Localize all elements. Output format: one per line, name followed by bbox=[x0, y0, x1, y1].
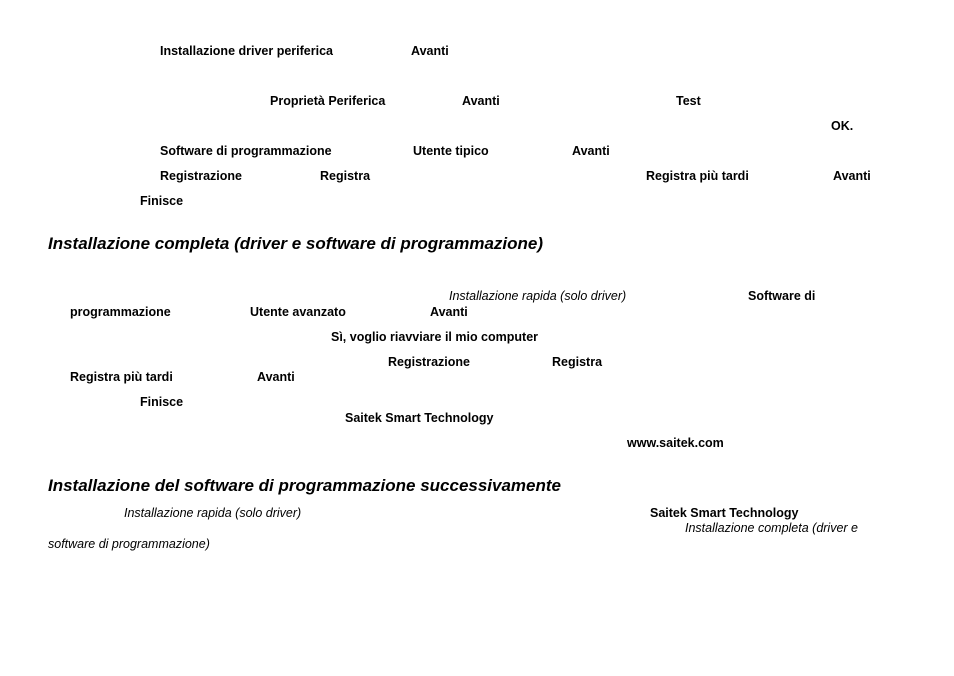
text-quick-install-ref: Installazione rapida (solo driver) bbox=[449, 289, 627, 303]
text-advanced-user: Utente avanzato bbox=[250, 305, 346, 319]
text-ok: OK. bbox=[831, 119, 854, 133]
text-next: Avanti bbox=[430, 305, 468, 319]
text-website: www.saitek.com bbox=[627, 436, 724, 450]
text-software-di: Software di bbox=[748, 289, 816, 303]
heading-later-install: Installazione del software di programmazione successivamente bbox=[48, 476, 562, 495]
text-next: Avanti bbox=[411, 44, 449, 58]
text-restart-computer: Sì, voglio riavviare il mio computer bbox=[331, 330, 539, 344]
text-register: Registra bbox=[320, 169, 371, 183]
text-device-properties: Proprietà Periferica bbox=[270, 94, 386, 108]
heading-full-install: Installazione completa (driver e software di programmazione) bbox=[48, 234, 544, 253]
text-next: Avanti bbox=[257, 370, 295, 384]
text-next: Avanti bbox=[572, 144, 610, 158]
text-next: Avanti bbox=[833, 169, 871, 183]
text-register-later: Registra più tardi bbox=[70, 370, 173, 384]
text-test: Test bbox=[676, 94, 701, 108]
text-quick-install-ref: Installazione rapida (solo driver) bbox=[124, 506, 302, 520]
text-register: Registra bbox=[552, 355, 603, 369]
text-brand: Saitek Smart Technology bbox=[650, 506, 799, 520]
text-finish: Finisce bbox=[140, 194, 184, 208]
text-registration: Registrazione bbox=[388, 355, 470, 369]
text-full-install-ref: Installazione completa (driver e bbox=[685, 521, 858, 535]
text-registration: Registrazione bbox=[160, 169, 242, 183]
text-next: Avanti bbox=[462, 94, 500, 108]
text-register-later: Registra più tardi bbox=[646, 169, 749, 183]
text-brand: Saitek Smart Technology bbox=[345, 411, 494, 425]
text-finish: Finisce bbox=[140, 395, 184, 409]
text-programmazione: programmazione bbox=[70, 305, 171, 319]
text-typical-user: Utente tipico bbox=[413, 144, 489, 158]
text-full-install-ref-cont: software di programmazione) bbox=[48, 537, 210, 551]
text-programming-software: Software di programmazione bbox=[160, 144, 332, 158]
text-driver-install: Installazione driver periferica bbox=[160, 44, 333, 58]
